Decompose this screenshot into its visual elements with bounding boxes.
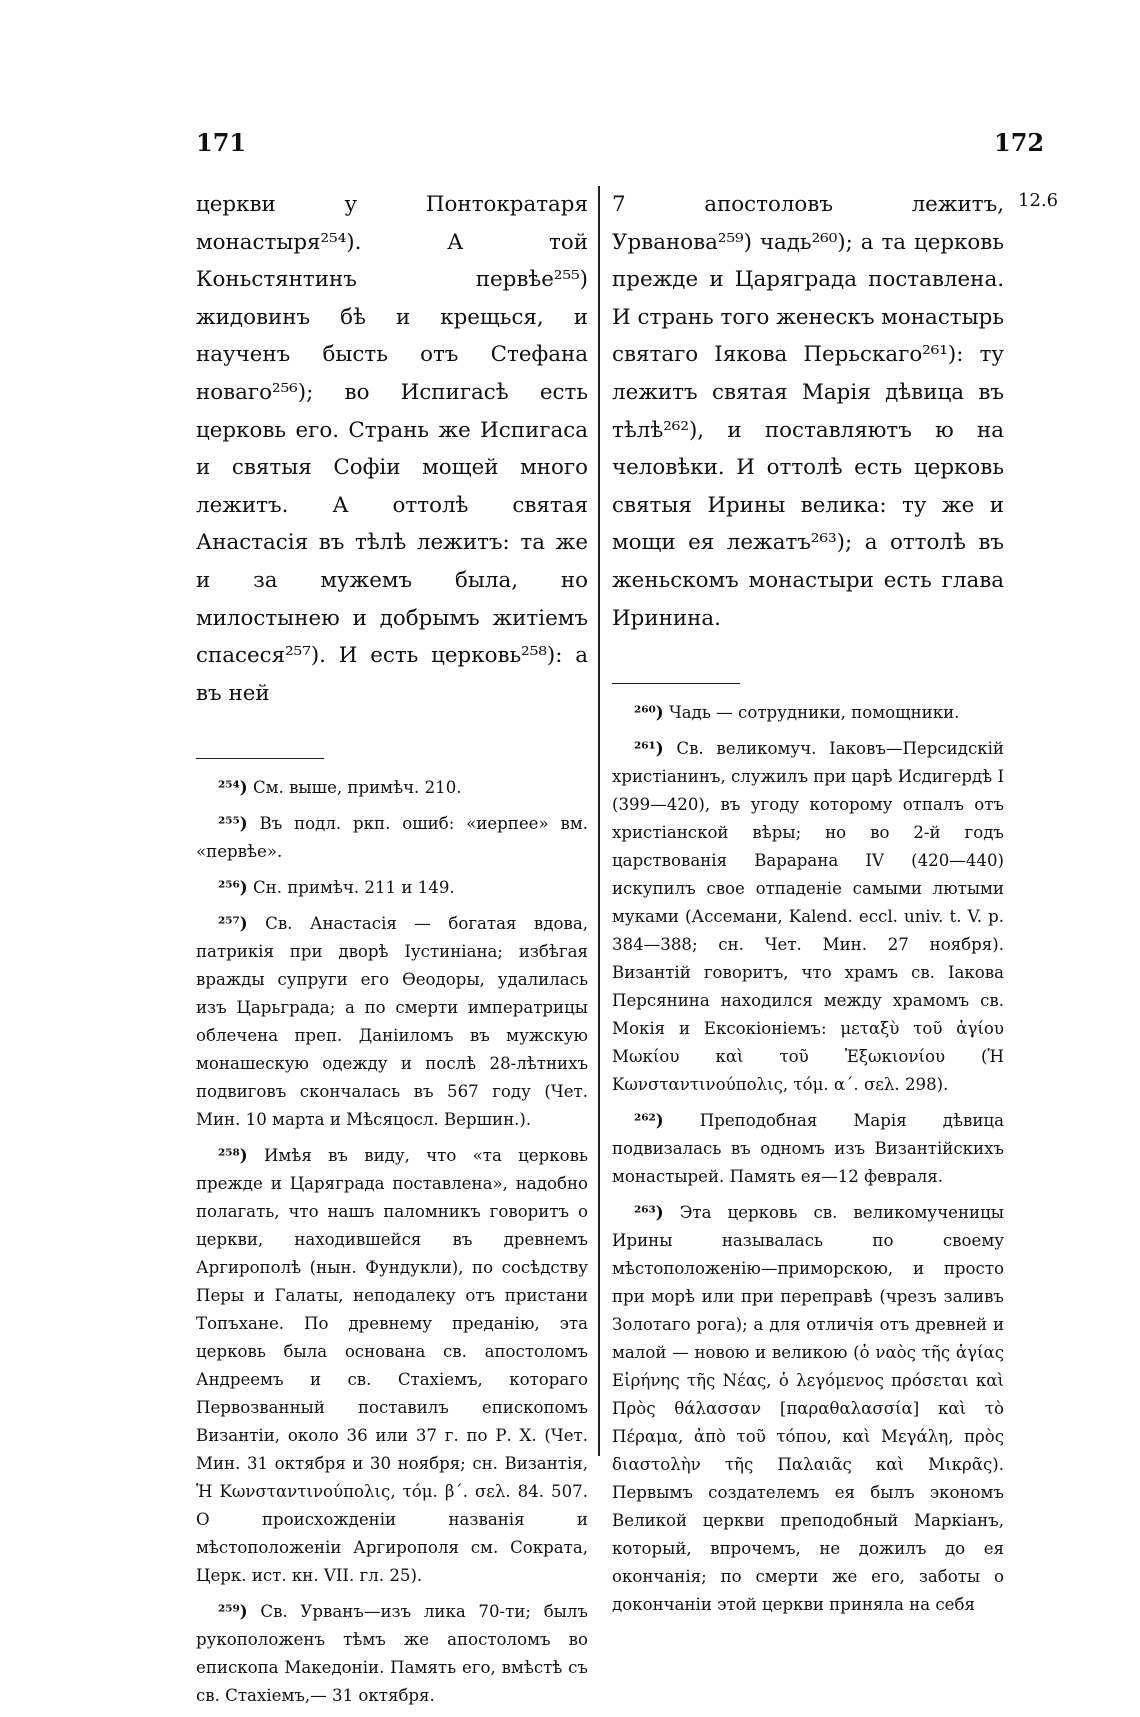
right-footnotes xyxy=(612,698,1004,1619)
footnote-258: ²⁵⁸) Имѣя въ виду, что «та церковь прежде и Царяграда поставлена», надобно полагать, что нашъ паломникъ говоритъ о церкви, находившейся въ древнемъ Аргирополѣ (нын. Фундукли), по сосѣдству Перы и Галаты, неподалеку отъ пристани Топъхане. По древнему преданію, эта церковь была основана св. апостоломъ Андреемъ и св. Стахіемъ, котораго Первозванный поставилъ епископомъ Византіи, около 36 или 37 г. по Р. Х. (Чет. Мин. 31 октября и 30 ноября; сн. Византія, Ἡ Κωνσταντινούπολις, τόμ. β΄. σελ. 84. 507. О происхожденіи названія и мѣстоположеніи Аргирополя см. Сократа, Церк. ист. кн. VII. гл. 25). xyxy=(196,1145,588,1586)
footnote-259: ²⁵⁹) Св. Урванъ—изъ лика 70-ти; былъ рукоположенъ тѣмъ же апостоломъ во епископа Македоніи. Память его, вмѣстѣ съ св. Стахіемъ,— 31 октября. xyxy=(196,1601,588,1706)
right-main-paragraph: 7 апостоловъ лежитъ, Урванова²⁵⁹) чадь²⁶⁰); а та церковь прежде и Царяграда поставлена. И странь того женескъ монастырь святаго Іякова Перьскаго²⁶¹): ту лежитъ святая Марія дѣвица въ тѣлѣ²⁶²), и поставляютъ ю на человѣки. И оттолѣ есть церковь святыя Ирины велика: ту же и мощи ея лежатъ²⁶³); а оттолѣ въ женьскомъ монастыри есть глава Иринина. xyxy=(612,192,1004,631)
left-footnotes xyxy=(196,773,588,1710)
right-column xyxy=(612,186,1004,1626)
left-column xyxy=(196,186,588,1717)
footnote-260: ²⁶⁰) Чадь — сотрудники, помощники. xyxy=(634,702,960,723)
left-footnote-rule xyxy=(196,758,324,759)
right-footnote-rule xyxy=(612,683,740,684)
page-number-right: 172 xyxy=(994,128,1045,157)
left-main-paragraph: церкви у Понтократаря монастыря²⁵⁴). А той Коньстянтинъ первѣе²⁵⁵) жидовинъ бѣ и крещься, и наученъ бысть отъ Стефана новаго²⁵⁶); во Испигасѣ есть церковь его. Странь же Испигаса и святыя Софіи мощей много лежитъ. А оттолѣ святая Анастасія въ тѣлѣ лежитъ: та же и за мужемъ была, но милостынею и добрымъ житіемъ спасеся²⁵⁷). И есть церковь²⁵⁸): а въ ней xyxy=(196,192,588,706)
footnote-261: ²⁶¹) Св. великомуч. Іаковъ—Персидскій христіанинъ, служилъ при царѣ Исдигердѣ I (399—420), въ угоду которому отпалъ отъ христіанской вѣры; но во 2-й годъ царствованія Варарана IV (420—440) искупилъ свое отпаденіе самыми лютыми муками (Ассемани, Kalend. eccl. univ. t. V. p. 384—388; сн. Чет. Мин. 27 ноября). Византій говоритъ, что храмъ св. Іакова Персянина находился между храмомъ св. Мокія и Ексокіоніемъ: μεταξὺ τοῦ ἁγίου Μωκίου καὶ τοῦ Ἐξωκιονίου (Ἡ Κωνσταντινούπολις, τόμ. α΄. σελ. 298). xyxy=(612,738,1005,1095)
footnote-254: ²⁵⁴) См. выше, примѣч. 210. xyxy=(218,777,462,798)
page-number-left: 171 xyxy=(196,128,247,157)
left-main-text xyxy=(196,186,588,712)
footnote-255: ²⁵⁵) Въ подл. ркп. ошиб: «иерпее» вм. «первѣе». xyxy=(196,813,589,862)
column-divider xyxy=(598,186,600,1456)
footnote-263: ²⁶³) Эта церковь св. великомученицы Ирины называлась по своему мѣстоположенію—приморскою, и просто при морѣ или при переправѣ (чрезъ заливъ Золотаго рога); а для отличія отъ древней и малой — новою и великою (ὁ ναὸς τῆς ἁγίας Εἰρήνης τῆς Νέας, ὁ λεγόμενος πρόσεται καὶ Πρὸς θάλασσαν [παραθαλασσία] καὶ τὸ Πέραμα, ἀπὸ τοῦ τόπου, καὶ Μεγάλη, πρὸς διαστολὴν τῆς Παλαιᾶς καὶ Μικρᾶς). Первымъ создателемъ ея былъ экономъ Великой церкви преподобный Маркіанъ, который, впрочемъ, не дожилъ до ея окончанія; по смерти же его, заботы о докончаніи этой церкви приняла на себя xyxy=(612,1202,1004,1615)
right-main-text xyxy=(612,186,1004,637)
footnote-257: ²⁵⁷) Св. Анастасія — богатая вдова, патрикія при дворѣ Іустиніана; избѣгая вражды супруги его Ѳеодоры, удалилась изъ Царьграда; а по смерти императрицы облечена преп. Даніиломъ въ мужскую монашескую одежду и послѣ 28-лѣтнихъ подвиговъ скончалась въ 567 году (Чет. Мин. 10 марта и Мѣсяцосл. Вершин.). xyxy=(196,913,588,1130)
margin-note: 12.6 xyxy=(1018,190,1059,211)
footnote-262: ²⁶²) Преподобная Марія дѣвица подвизалась въ одномъ изъ Византійскихъ монастырей. Память ея—12 февраля. xyxy=(612,1110,1004,1187)
footnote-256: ²⁵⁶) Сн. примѣч. 211 и 149. xyxy=(218,877,455,898)
